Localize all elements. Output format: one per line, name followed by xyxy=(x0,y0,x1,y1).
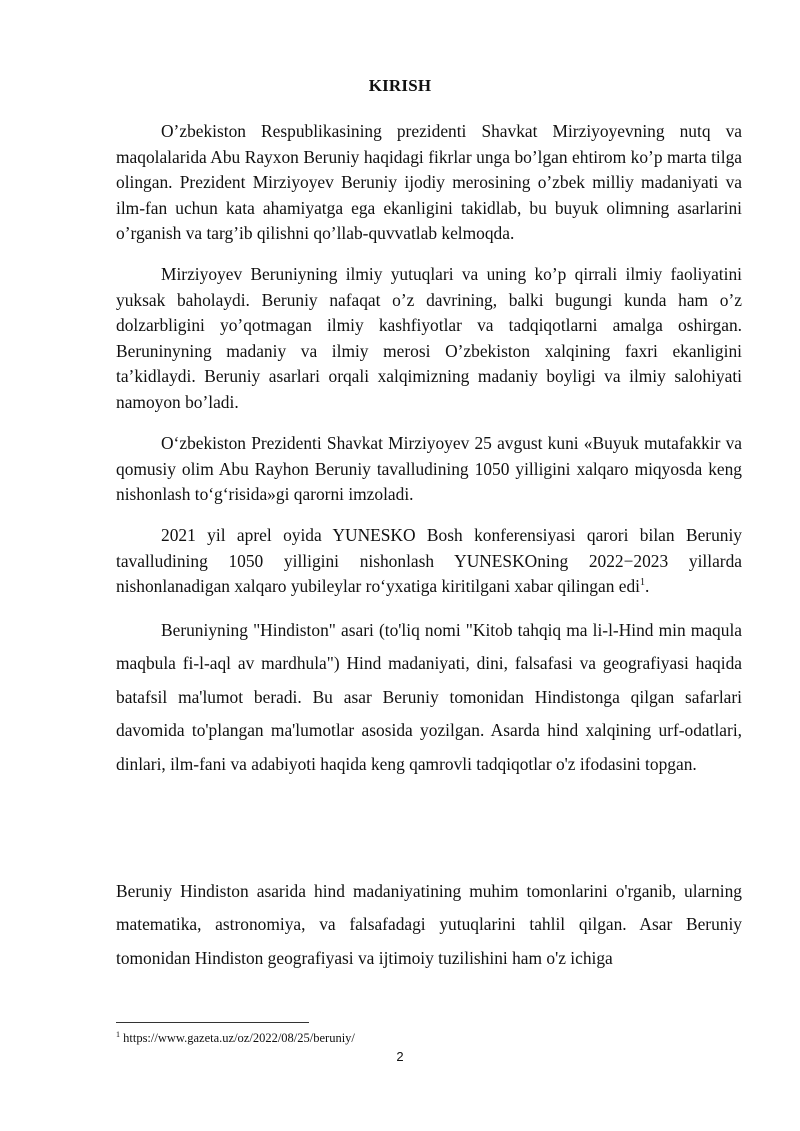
paragraph-1: O’zbekiston Respublikasining prezidenti Shavkat Mirziyoyevning nutq va maqolalarida Abu Rayxon Beruniy haqidagi fikrlar unga bo’lgan ehtirom ko’p marta tilga olingan. Prezident Mirziyoyev Beruniy ijodiy merosining o’zbek milliy madaniyati va ilm-fan uchun kata ahamiyatga ega ekanligini takidlab, bu buyuk olimning asarlarini o’rganish va targ’ib qilishni qo’llab-quvvatlab kelmoqda. xyxy=(116,121,742,244)
paragraph-2: Mirziyoyev Beruniyning ilmiy yutuqlari va uning ko’p qirrali ilmiy faoliyatini yuksak baholaydi. Beruniy nafaqat o’z davrining, balki bugungi kunda ham o’z dolzarbligini yo’qotmagan ilmiy kashfiyotlar va tadqiqotlarni amalga oshirgan. Beruninyning madaniy va ilmiy merosi O’zbekiston xalqining faxri ekanligini ta’kidlaydi. Beruniy asarlari orqali xalqimizning madaniy boyligi va ilmiy salohiyati namoyon bo’ladi. xyxy=(116,264,742,412)
footnote-marker: 1 xyxy=(116,1029,120,1039)
footnote-separator xyxy=(116,1022,309,1023)
paragraph-6: Beruniy Hindiston asarida hind madaniyatining muhim tomonlarini o'rganib, ularning matematika, astronomiya, va falsafadagi yutuqlarini tahlil qilgan. Asar Beruniy tomonidan Hindiston geografiyasi va ijtimoiy tuzilishini ham o'z ichiga xyxy=(116,881,742,968)
page-number: 2 xyxy=(396,1049,404,1064)
paragraph-5: Beruniyning "Hindiston" asari (to'liq nomi "Kitob tahqiq ma li-l-Hind min maqula maqbula fi-l-aql av mardhula") Hind madaniyati, dini, falsafasi va geografiyasi haqida batafsil ma'lumot beradi. Bu asar Beruniy tomonidan Hindistonga qilgan safarlari davomida to'plangan ma'lumotlar asosida yozilgan. Asarda hind xalqining urf-odatlari, dinlari, ilm-fani va adabiyoti haqida keng qamrovli tadqiqotlar o'z ifodasini topgan. xyxy=(116,620,742,774)
footnote xyxy=(116,1031,355,1046)
paragraph-4-end: . xyxy=(644,576,650,597)
footnote-reference: 1 xyxy=(639,577,645,589)
page-title: KIRISH xyxy=(368,76,432,95)
footnote-link[interactable]: https://www.gazeta.uz/oz/2022/08/25/beruniy/ xyxy=(120,1031,355,1045)
paragraph-3: O‘zbekiston Prezidenti Shavkat Mirziyoyev 25 avgust kuni «Buyuk mutafakkir va qomusiy olim Abu Rayhon Beruniy tavalludining 1050 yilligini xalqaro miqyosda keng nishonlash to‘g‘risida»gi qarorni imzoladi. xyxy=(116,433,742,505)
paragraph-4 xyxy=(116,523,742,600)
paragraph-4-text: 2021 yil aprel oyida YUNESKO Bosh konferensiyasi qarori bilan Beruniy tavalludining 1050 yilligini nishonlash YUNESKOning 2022−2023 yillarda nishonlanadigan xalqaro yubileylar ro‘yxatiga kiritilgani xabar qilingan edi xyxy=(116,525,742,597)
